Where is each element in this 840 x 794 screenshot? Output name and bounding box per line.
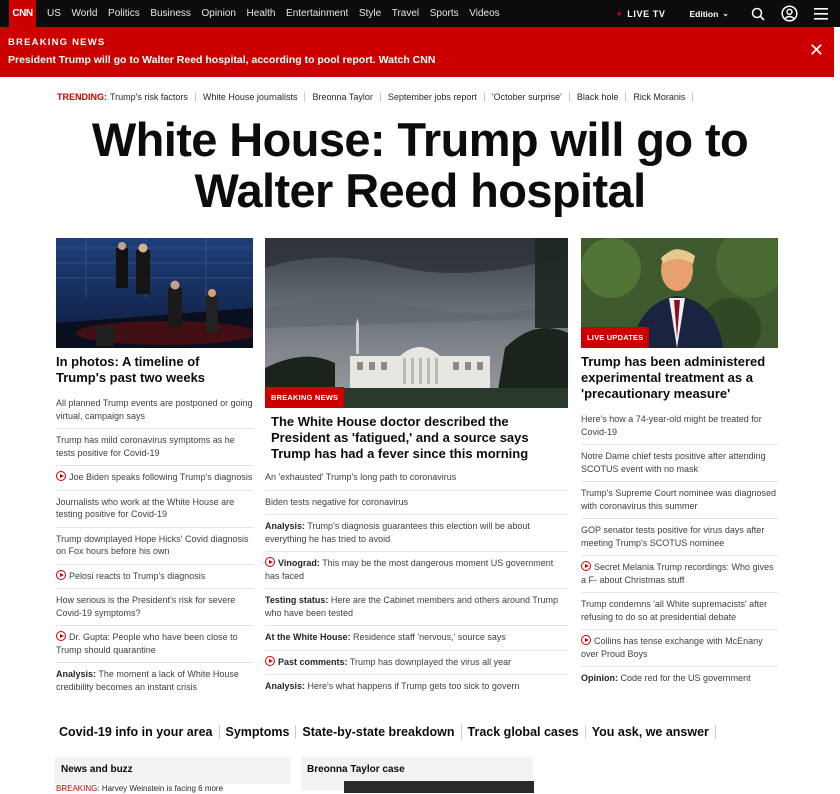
item-text: Here are the Cabinet members and others around Trump who have been tested bbox=[265, 595, 558, 618]
item-text: All planned Trump events are postponed or going virtual, campaign says bbox=[56, 398, 253, 421]
divider bbox=[304, 92, 305, 102]
item-text: Here's what happens if Trump gets too sick to govern bbox=[307, 681, 520, 691]
nav-link[interactable]: Sports bbox=[429, 8, 459, 19]
trending-item[interactable]: Rick Moranis bbox=[633, 92, 686, 102]
nav-link[interactable]: Style bbox=[358, 8, 382, 19]
covid-link[interactable]: Covid-19 info in your area bbox=[59, 725, 213, 739]
left-column bbox=[56, 238, 253, 699]
cnn-logo[interactable]: CNN bbox=[9, 0, 36, 27]
live-tv-button[interactable] bbox=[617, 9, 666, 19]
list-item[interactable] bbox=[265, 466, 568, 490]
item-text: Here's how a 74-year-old might be treated for Covid-19 bbox=[581, 414, 762, 437]
item-prefix: At the White House: bbox=[265, 632, 351, 642]
nav-links bbox=[47, 8, 510, 19]
video-play-icon bbox=[581, 635, 591, 645]
video-play-icon bbox=[56, 570, 66, 580]
list-item[interactable] bbox=[581, 666, 778, 691]
live-dot-icon: ● bbox=[616, 9, 623, 18]
item-text: Dr. Gupta: People who have been close to Trump should quarantine bbox=[56, 632, 238, 655]
nav-link[interactable]: Business bbox=[150, 8, 191, 19]
nav-link[interactable]: Videos bbox=[469, 8, 500, 19]
covid-links-bar bbox=[59, 725, 722, 739]
breaking-message[interactable]: President Trump will go to Walter Reed hospital, according to pool report. Watch CNN bbox=[8, 54, 436, 66]
right-column-title[interactable]: Trump has been administered experimental treatment as a 'precautionary measure' bbox=[581, 354, 766, 401]
search-icon[interactable] bbox=[751, 7, 765, 21]
center-column-title[interactable]: The White House doctor described the President as 'fatigued,' and a source says Trump has had a fever since this morning bbox=[271, 414, 529, 461]
divider bbox=[625, 92, 626, 102]
left-story-list bbox=[56, 392, 253, 699]
item-text: Trump has mild coronavirus symptoms as he tests positive for Covid-19 bbox=[56, 435, 235, 458]
account-icon[interactable] bbox=[781, 5, 798, 22]
list-item[interactable] bbox=[265, 490, 568, 515]
edition-label: Edition bbox=[689, 8, 719, 19]
divider bbox=[569, 92, 570, 102]
top-nav bbox=[0, 0, 840, 27]
close-icon[interactable]: ✕ bbox=[808, 40, 824, 60]
list-item[interactable] bbox=[56, 588, 253, 625]
nav-right bbox=[617, 0, 840, 27]
list-item[interactable] bbox=[265, 650, 568, 675]
live-tv-label: LIVE TV bbox=[627, 8, 666, 19]
breaking-news-tag: BREAKING NEWS bbox=[265, 387, 344, 408]
item-prefix: Past comments: bbox=[278, 656, 348, 667]
item-text: Trump condemns 'all White supremacists' after refusing to do so at presidential debate bbox=[581, 599, 768, 622]
divider bbox=[715, 725, 716, 739]
nav-link[interactable]: Health bbox=[246, 8, 276, 19]
breaking-news-banner[interactable] bbox=[0, 27, 834, 77]
item-text: An 'exhausted' Trump's long path to coronavirus bbox=[265, 472, 457, 482]
trump-portrait-photo[interactable] bbox=[581, 238, 778, 348]
item-text: Trump has downplayed the virus all year bbox=[349, 656, 512, 667]
peek-text: Harvey Weinstein is facing 6 more bbox=[101, 784, 224, 793]
video-play-icon bbox=[56, 471, 66, 481]
list-item[interactable] bbox=[265, 625, 568, 650]
list-item[interactable] bbox=[581, 444, 778, 481]
breaking-kicker: BREAKING NEWS bbox=[8, 37, 106, 48]
item-text: Code red for the US government bbox=[620, 673, 751, 683]
menu-icon[interactable] bbox=[814, 8, 828, 20]
center-story-list bbox=[265, 466, 568, 699]
item-text: Secret Melania Trump recordings: Who gives a F- about Christmas stuff bbox=[581, 562, 774, 585]
list-item[interactable] bbox=[265, 514, 568, 551]
main-headline[interactable]: White House: Trump will go to Walter Reed hospital bbox=[91, 113, 749, 217]
trending-item[interactable]: September jobs report bbox=[387, 92, 477, 102]
news-and-buzz-card bbox=[55, 757, 290, 791]
card-peek-item[interactable] bbox=[55, 784, 290, 794]
nav-link[interactable]: Politics bbox=[108, 8, 140, 19]
left-column-title[interactable]: In photos: A timeline of Trump's past two weeks bbox=[56, 354, 206, 385]
item-text: How serious is the President's risk for severe Covid-19 symptoms? bbox=[56, 595, 236, 618]
list-item[interactable] bbox=[581, 629, 778, 666]
list-item[interactable] bbox=[56, 392, 253, 428]
breonna-taylor-card bbox=[301, 757, 533, 791]
card-heading[interactable]: News and buzz bbox=[61, 764, 133, 775]
divider bbox=[380, 92, 381, 102]
nav-link[interactable]: US bbox=[47, 8, 61, 19]
list-item[interactable] bbox=[56, 625, 253, 662]
divider bbox=[219, 725, 220, 739]
video-play-icon bbox=[56, 631, 66, 641]
trending-item[interactable]: White House journalists bbox=[202, 92, 298, 102]
list-item[interactable] bbox=[265, 674, 568, 699]
trending-bar bbox=[57, 92, 700, 102]
item-text: This may be the most dangerous moment US government has faced bbox=[265, 558, 554, 581]
item-text: Pelosi reacts to Trump's diagnosis bbox=[69, 570, 206, 581]
video-play-icon bbox=[265, 656, 275, 666]
right-story-list bbox=[581, 408, 778, 691]
trending-item[interactable]: Black hole bbox=[576, 92, 619, 102]
covid-link[interactable]: Symptoms bbox=[225, 725, 290, 739]
item-prefix: Opinion: bbox=[581, 673, 618, 683]
video-play-icon bbox=[581, 561, 591, 571]
nav-link[interactable]: World bbox=[71, 8, 98, 19]
list-item[interactable] bbox=[581, 481, 778, 518]
item-prefix: Testing status: bbox=[265, 595, 329, 605]
card-image[interactable] bbox=[344, 781, 534, 793]
covid-link[interactable]: Track global cases bbox=[467, 725, 579, 739]
list-item[interactable] bbox=[56, 527, 253, 564]
item-prefix: Analysis: bbox=[56, 669, 97, 679]
divider bbox=[461, 725, 462, 739]
trending-item[interactable]: Trump's risk factors bbox=[110, 92, 188, 102]
right-column bbox=[581, 238, 778, 691]
edition-dropdown[interactable] bbox=[689, 9, 729, 19]
white-house-photo[interactable] bbox=[265, 238, 568, 408]
list-item[interactable] bbox=[581, 518, 778, 555]
center-column bbox=[265, 238, 568, 699]
divider bbox=[195, 92, 196, 102]
item-text: Trump's diagnosis guarantees this election will be about everything he has tried to avoid bbox=[265, 521, 530, 544]
item-prefix: Analysis: bbox=[265, 521, 306, 531]
covid-link[interactable]: State-by-state breakdown bbox=[302, 725, 455, 739]
divider bbox=[295, 725, 296, 739]
item-text: GOP senator tests positive for virus days after meeting Trump's SCOTUS nominee bbox=[581, 525, 765, 548]
list-item[interactable] bbox=[56, 662, 253, 699]
nav-link[interactable]: Travel bbox=[391, 8, 420, 19]
chevron-down-icon: ⌄ bbox=[722, 9, 729, 18]
list-item[interactable] bbox=[581, 555, 778, 592]
list-item[interactable] bbox=[265, 588, 568, 625]
list-item[interactable] bbox=[56, 428, 253, 465]
divider bbox=[585, 725, 586, 739]
item-text: Journalists who work at the White House are testing positive for Covid-19 bbox=[56, 496, 235, 519]
item-text: Trump downplayed Hope Hicks' Covid diagnosis on Fox hours before his own bbox=[56, 533, 249, 556]
item-prefix: Vinograd: bbox=[278, 558, 320, 568]
divider bbox=[692, 92, 693, 102]
list-item[interactable] bbox=[581, 408, 778, 444]
trending-item[interactable]: Breonna Taylor bbox=[312, 92, 373, 102]
list-item[interactable] bbox=[56, 490, 253, 527]
divider bbox=[484, 92, 485, 102]
live-updates-tag: LIVE UPDATES bbox=[581, 327, 649, 348]
video-play-icon bbox=[265, 557, 275, 567]
list-item[interactable] bbox=[56, 465, 253, 490]
debate-photo[interactable] bbox=[56, 238, 253, 348]
peek-label: BREAKING: bbox=[56, 784, 100, 793]
trending-item[interactable]: 'October surprise' bbox=[491, 92, 562, 102]
covid-link[interactable]: You ask, we answer bbox=[591, 725, 709, 739]
item-prefix: Analysis: bbox=[265, 681, 306, 691]
item-text: Collins has tense exchange with McEnany over Proud Boys bbox=[581, 636, 763, 659]
nav-link[interactable]: Opinion bbox=[201, 8, 236, 19]
list-item[interactable] bbox=[265, 551, 568, 588]
item-text: Trump's Supreme Court nominee was diagnosed with coronavirus this summer bbox=[581, 488, 776, 511]
card-heading[interactable]: Breonna Taylor case bbox=[307, 764, 405, 775]
item-text: Residence staff 'nervous,' source says bbox=[353, 632, 506, 642]
list-item[interactable] bbox=[581, 592, 778, 629]
item-text: Biden tests negative for coronavirus bbox=[265, 496, 409, 507]
trending-label: TRENDING: bbox=[57, 92, 107, 102]
item-text: The moment a lack of White House credibility becomes an instant crisis bbox=[56, 669, 239, 692]
list-item[interactable] bbox=[56, 564, 253, 589]
nav-link[interactable]: Entertainment bbox=[286, 8, 349, 19]
item-text: Joe Biden speaks following Trump's diagnosis bbox=[69, 472, 253, 482]
item-text: Notre Dame chief tests positive after attending SCOTUS event with no mask bbox=[581, 451, 766, 474]
